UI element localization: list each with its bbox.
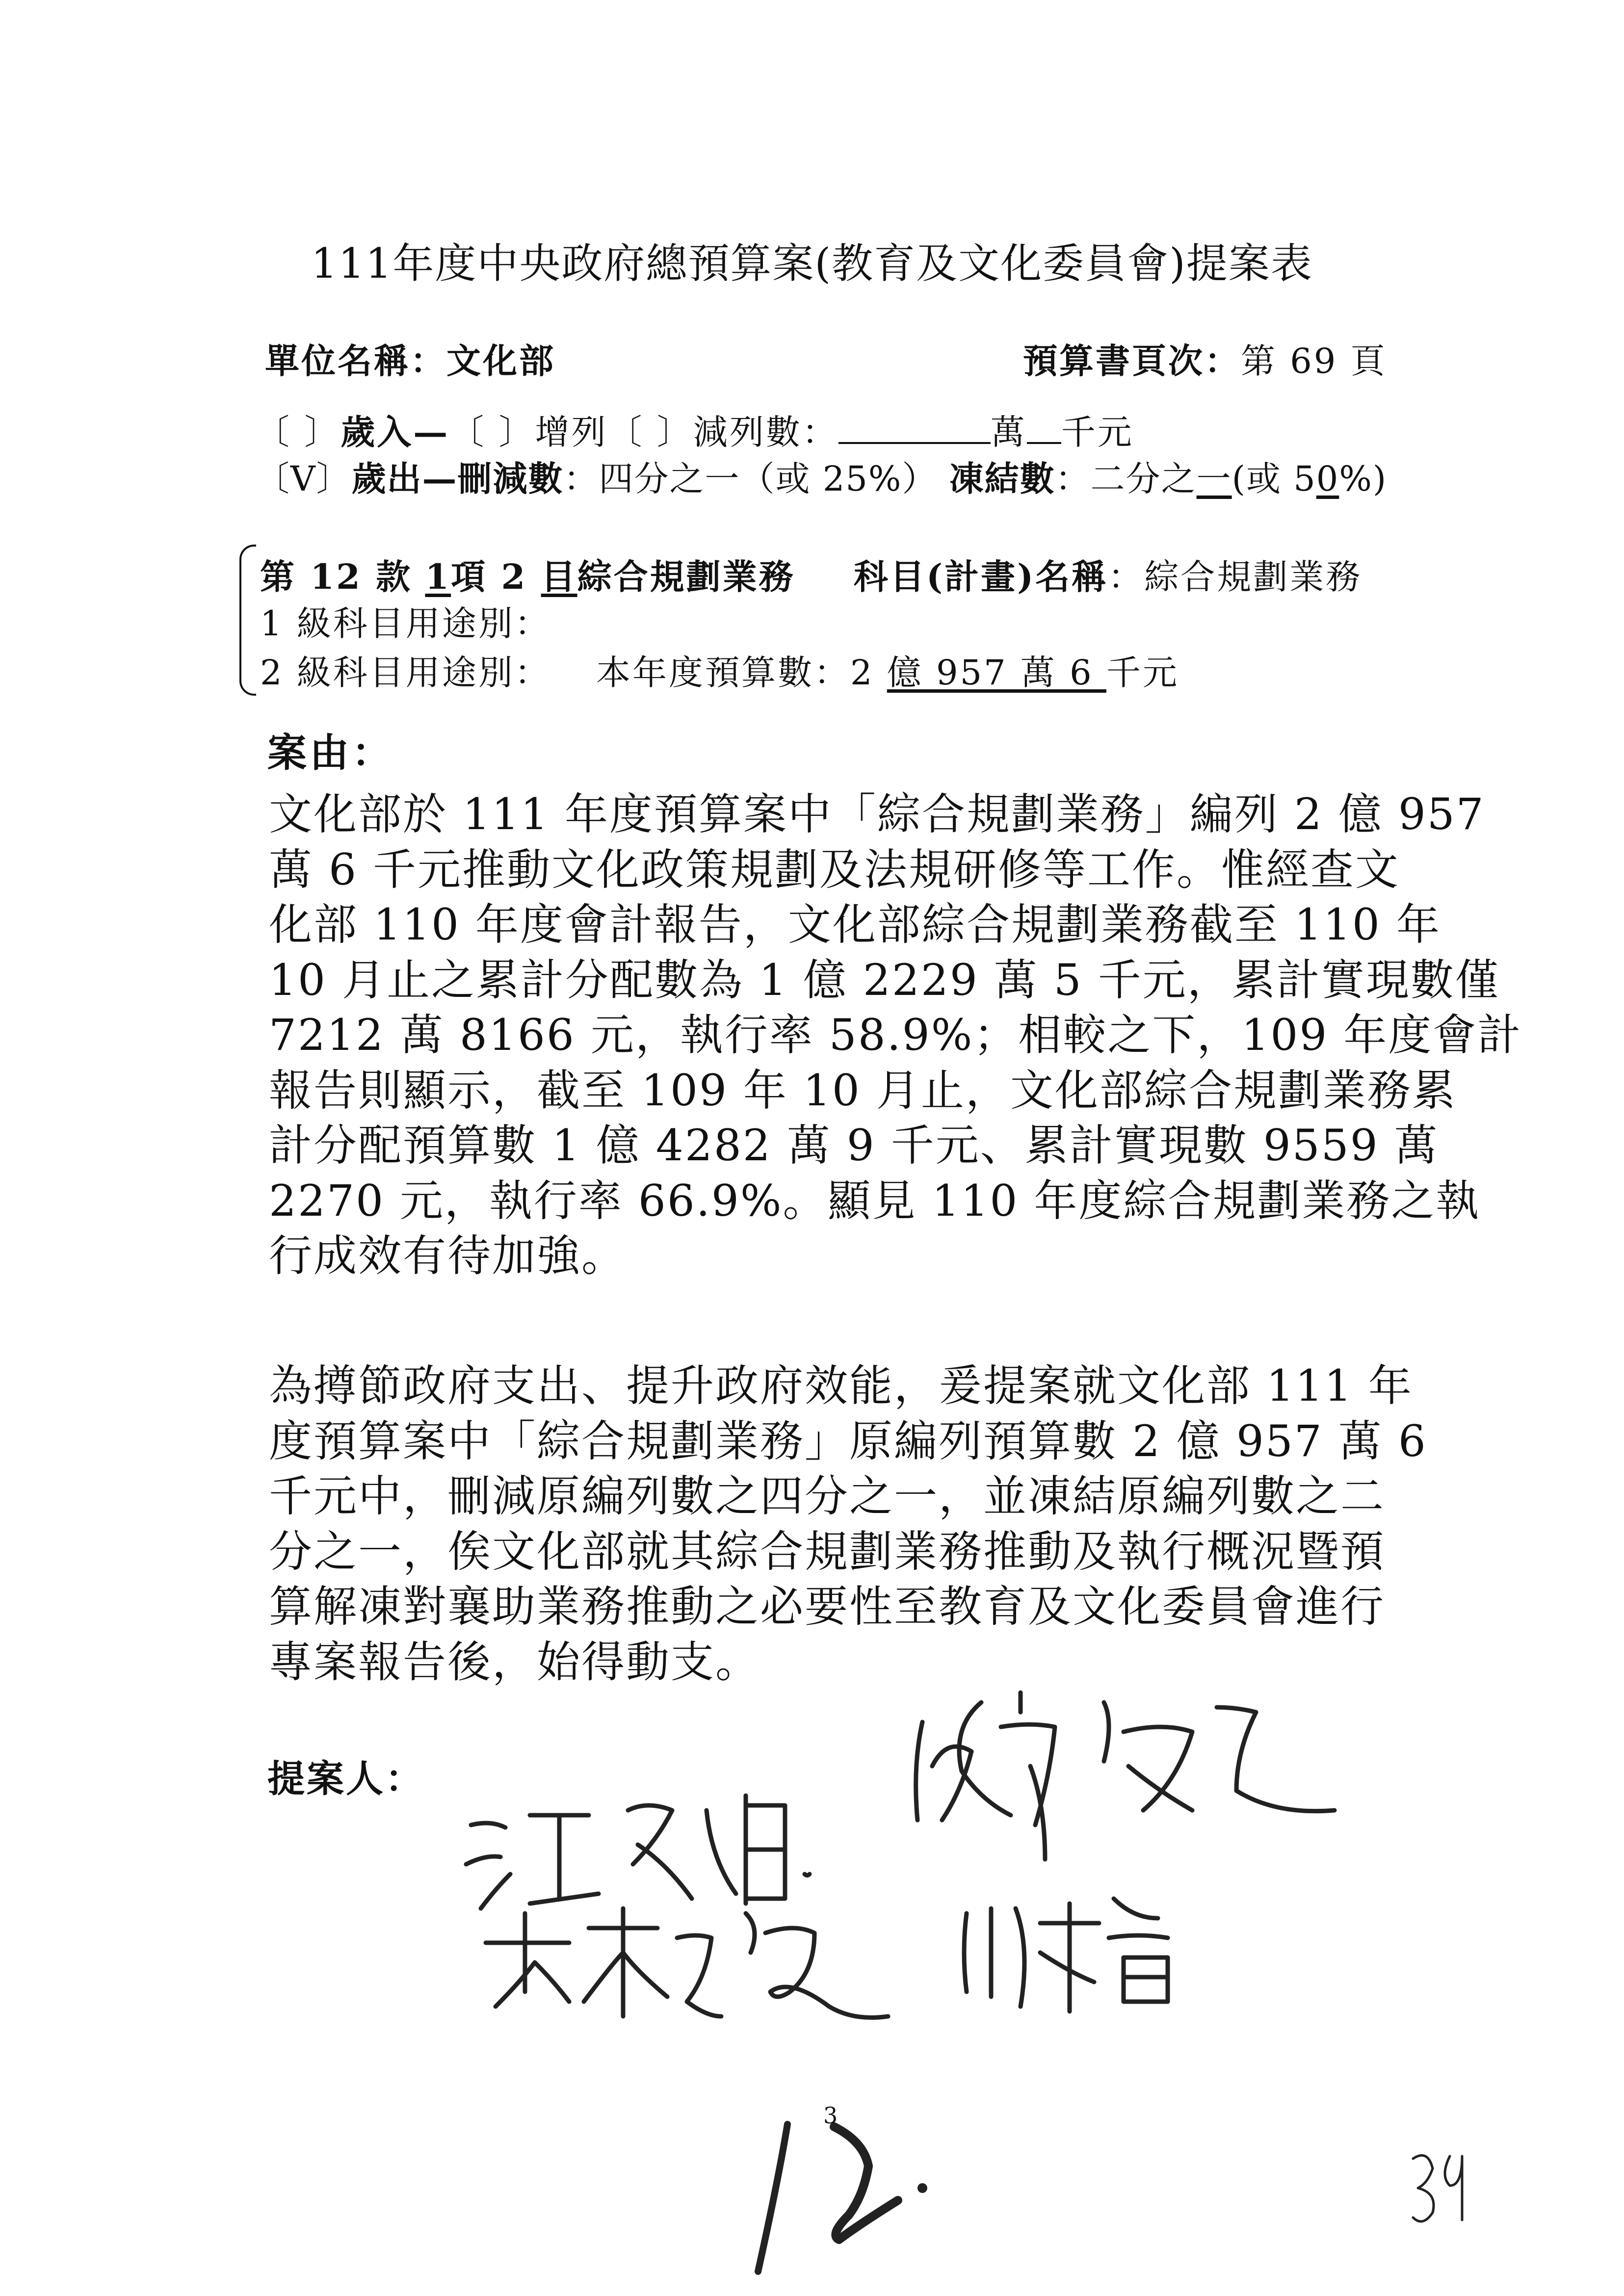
handwritten-number-12 [758, 2124, 927, 2271]
subject-label: 科目(計畫)名稱 [854, 556, 1108, 597]
revenue-label: 歲入— [341, 412, 450, 452]
stamp-number-39 [1413, 2155, 1462, 2221]
current-budget-unit: 千元 [1106, 652, 1179, 693]
body-line: 報告則顯示，截至 109 年 10 月止，文化部綜合規劃業務累 [269, 1065, 1457, 1116]
body-line: 化部 110 年度會計報告，文化部綜合規劃業務截至 110 年 [269, 899, 1441, 950]
increase-checkbox[interactable]: 〔 〕 [449, 412, 535, 452]
current-budget-label: 本年度預算數：2 [596, 652, 887, 693]
body-line: 為撙節政府支出、提升政府效能，爰提案就文化部 111 年 [269, 1360, 1413, 1411]
decrease-label: 減列數： [693, 412, 838, 452]
level1-usage: 1 級科目用途別： [260, 603, 551, 644]
signature-2 [916, 1693, 1335, 1859]
budget-page-label: 預算書頁次： [1023, 340, 1241, 381]
item-kuan: 第 12 款 [260, 556, 413, 597]
body-line: 分之一，俟文化部就其綜合規劃業務推動及執行概況暨預 [269, 1526, 1386, 1577]
body-line: 萬 6 千元推動文化政策規劃及法規研修等工作。惟經查文 [269, 844, 1400, 895]
cut-amount: 四分之一（或 25%） [599, 459, 938, 499]
budget-page-value: 第 69 頁 [1241, 341, 1387, 381]
freeze-prefix: ：二分之 [1055, 459, 1197, 499]
freeze-end: %) [1339, 459, 1388, 499]
freeze-fraction: 一 [1196, 459, 1232, 499]
wan-label: 萬 [990, 412, 1027, 452]
colon: ： [563, 459, 599, 499]
body-line: 計分配預算數 1 億 4282 萬 9 千元、累計實現數 9559 萬 [269, 1120, 1439, 1171]
current-budget-value: 億 957 萬 6 [887, 652, 1106, 693]
page-title: 111年度中央政府總預算案(教育及文化委員會)提案表 [311, 239, 1313, 287]
body-line: 7212 萬 8166 元，執行率 58.9%；相較之下，109 年度會計 [269, 1010, 1522, 1060]
unit-value: 文化部 [446, 340, 555, 381]
unit-label: 單位名稱： [265, 340, 446, 381]
freeze-zero: 0 [1316, 459, 1339, 499]
body-line: 千元中，刪減原編列數之四分之一，並凍結原編列數之二 [269, 1471, 1386, 1521]
decrease-checkbox[interactable]: 〔 〕 [607, 412, 693, 452]
subject-value: ：綜合規劃業務 [1108, 557, 1362, 597]
body-line: 度預算案中「綜合規劃業務」原編列預算數 2 億 957 萬 6 [269, 1415, 1427, 1466]
expense-label: 歲出—刪減數 [351, 458, 564, 499]
qian-label: 千元 [1061, 412, 1134, 452]
freeze-paren: (或 5 [1231, 459, 1316, 499]
revenue-checkbox[interactable]: 〔 〕 [255, 412, 341, 452]
signature-1 [466, 1796, 810, 1908]
item-mu: 目 [541, 556, 577, 597]
body-line: 專案報告後，始得動支。 [269, 1636, 760, 1687]
body-line: 算解凍對襄助業務推動之必要性至教育及文化委員會進行 [269, 1581, 1386, 1632]
freeze-label: 凍結數 [949, 458, 1055, 499]
page-number: 3 [823, 2102, 838, 2129]
reason-label: 案由： [267, 730, 394, 776]
item-name: 綜合規劃業務 [577, 556, 795, 597]
proposer-label: 提案人： [267, 1757, 424, 1800]
item-xiang-number: 1 [425, 556, 451, 597]
body-line: 10 月止之累計分配數為 1 億 2229 萬 5 千元，累計實現數僅 [269, 954, 1500, 1005]
expense-checkbox[interactable]: 〔V〕 [255, 459, 352, 499]
level2-usage: 2 級科目用途別： [260, 652, 551, 693]
signature-4 [964, 1899, 1168, 2011]
increase-label: 增列 [535, 412, 608, 452]
body-line: 行成效有待加強。 [269, 1230, 627, 1281]
body-line: 2270 元，執行率 66.9%。顯見 110 年度綜合規劃業務之執 [269, 1175, 1481, 1226]
signature-3 [486, 1908, 888, 2018]
item-xiang: 項 2 [451, 556, 541, 597]
body-line: 文化部於 111 年度預算案中「綜合規劃業務」編列 2 億 957 [269, 789, 1485, 839]
